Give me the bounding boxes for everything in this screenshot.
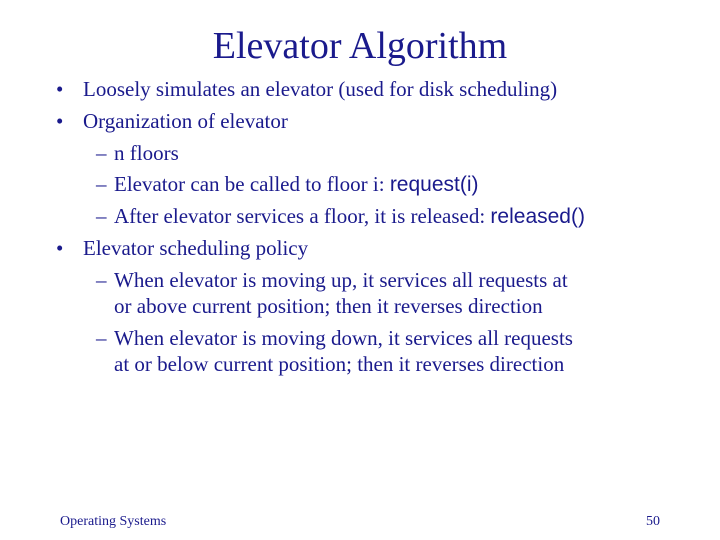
bullet-icon: • <box>56 109 64 133</box>
dash-icon: – <box>96 268 107 292</box>
bullet-item: Organization of elevator <box>83 109 288 133</box>
code-request: request(i) <box>389 173 479 196</box>
dash-icon: – <box>96 326 107 350</box>
sub-item-continuation: or above current position; then it reverses direction <box>114 294 543 318</box>
slide-title: Elevator Algorithm <box>212 25 508 67</box>
dash-icon: – <box>96 204 107 228</box>
dash-icon: – <box>96 172 107 196</box>
footer-course: Operating Systems <box>60 514 167 529</box>
sub-item-continuation: at or below current position; then it reverses direction <box>114 352 565 376</box>
bullet-icon: • <box>56 77 64 101</box>
sub-item-text: After elevator services a floor, it is released: <box>114 204 491 228</box>
sub-item: n floors <box>114 141 179 165</box>
sub-item: When elevator is moving up, it services all requests at <box>114 268 568 292</box>
bullet-item: Loosely simulates an elevator (used for disk scheduling) <box>83 77 558 101</box>
sub-item <box>114 171 479 198</box>
page-number: 50 <box>646 514 660 529</box>
sub-item: When elevator is moving down, it services all requests <box>114 326 573 350</box>
dash-icon: – <box>96 141 107 165</box>
code-released: released() <box>490 205 585 228</box>
sub-item <box>114 203 585 230</box>
sub-item-text: Elevator can be called to floor i: <box>114 172 390 196</box>
bullet-item: Elevator scheduling policy <box>83 236 309 260</box>
bullet-icon: • <box>56 236 64 260</box>
